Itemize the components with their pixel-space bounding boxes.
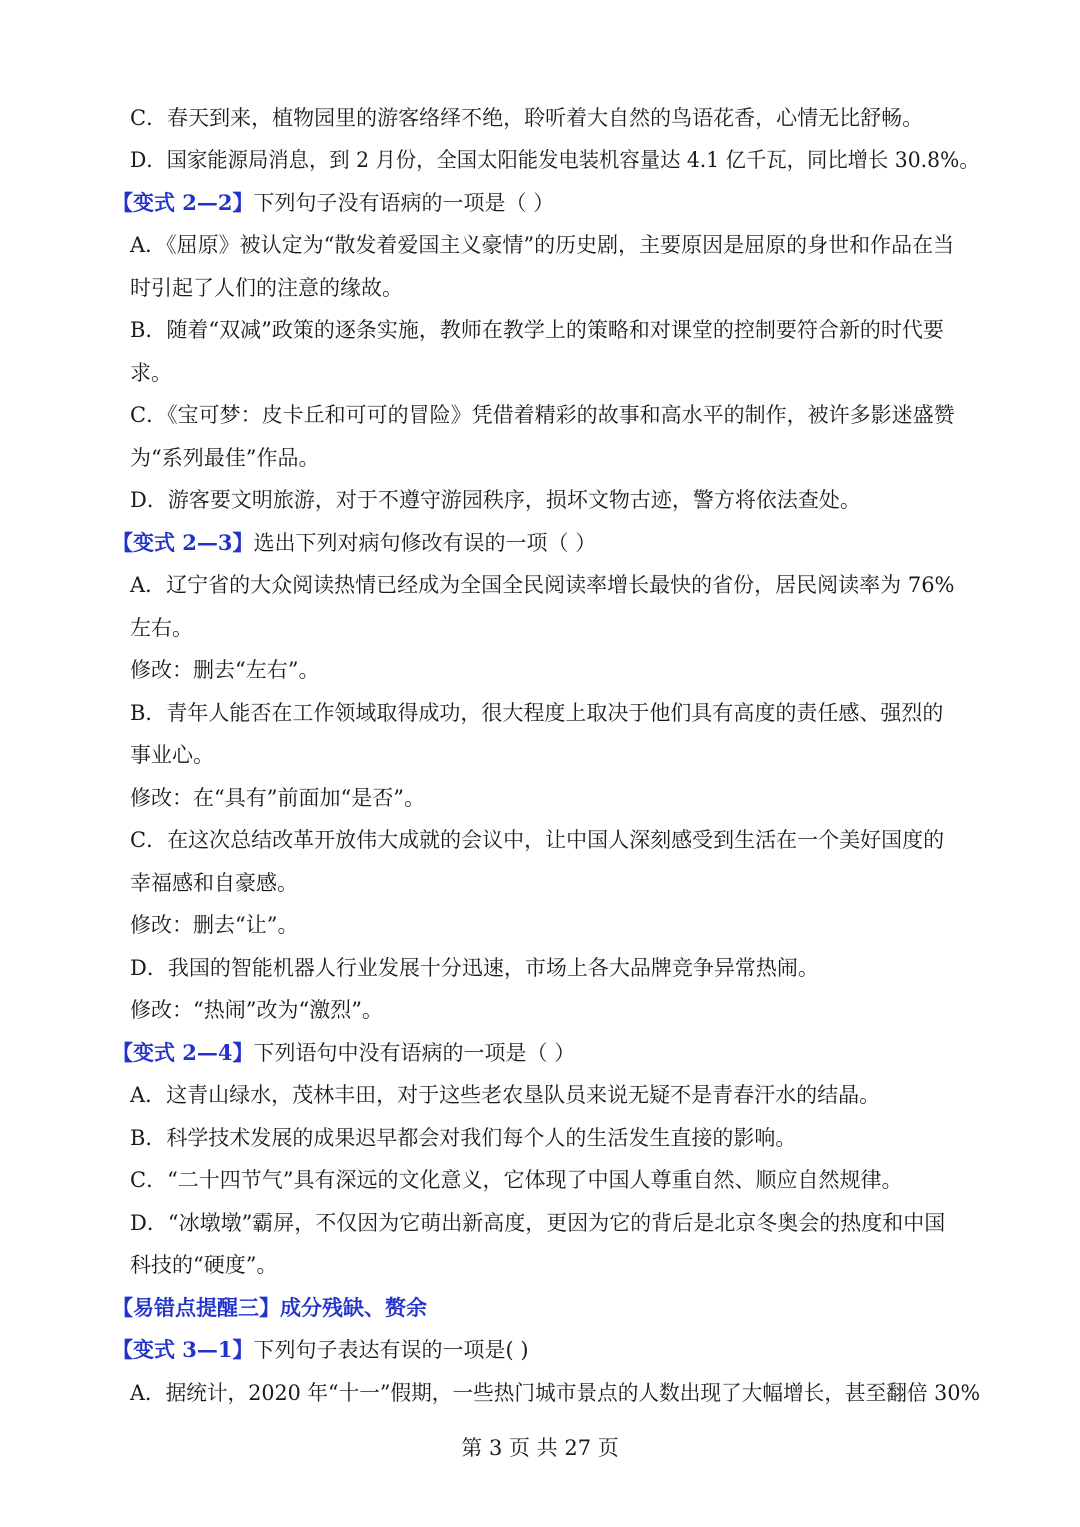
question-tag: 【变式 2—4】 bbox=[112, 1040, 254, 1065]
text-line: 修改：在“具有”前面加“是否”。 bbox=[130, 786, 425, 810]
text-line: A．辽宁省的大众阅读热情已经成为全国全民阅读率增长最快的省份，居民阅读率为 76% bbox=[130, 573, 955, 597]
question-tag: 【变式 2—2】 bbox=[112, 190, 254, 215]
text-line: 求。 bbox=[130, 361, 172, 385]
text-line: D．“冰墩墩”霸屏，不仅因为它萌出新高度，更因为它的背后是北京冬奥会的热度和中国 bbox=[130, 1211, 946, 1235]
question-tag: 【变式 3—1】 bbox=[112, 1337, 254, 1362]
page-number-footer: 第 3 页 共 27 页 bbox=[461, 1436, 619, 1460]
question-heading: 【变式 3—1】下列句子表达有误的一项是( ) bbox=[112, 1337, 529, 1362]
text-line: B．科学技术发展的成果迟早都会对我们每个人的生活发生直接的影响。 bbox=[130, 1126, 797, 1150]
section-heading: 【易错点提醒三】成分残缺、赘余 bbox=[112, 1295, 427, 1320]
text-line: 幸福感和自豪感。 bbox=[130, 871, 298, 895]
text-line: B．青年人能否在工作领域取得成功，很大程度上取决于他们具有高度的责任感、强烈的 bbox=[130, 701, 944, 725]
text-line: C．在这次总结改革开放伟大成就的会议中，让中国人深刻感受到生活在一个美好国度的 bbox=[130, 828, 945, 852]
text-line: 修改：“热闹”改为“激烈”。 bbox=[130, 998, 383, 1022]
text-line: D．国家能源局消息，到 2 月份，全国太阳能发电装机容量达 4.1 亿千瓦，同比增长 30.8%。 bbox=[130, 148, 980, 172]
question-heading: 【变式 2—2】下列句子没有语病的一项是（ ） bbox=[112, 190, 555, 215]
text-line: C．《宝可梦：皮卡丘和可可的冒险》凭借着精彩的故事和高水平的制作，被许多影迷盛赞 bbox=[130, 403, 955, 427]
question-heading: 【变式 2—3】选出下列对病句修改有误的一项（ ） bbox=[112, 530, 597, 555]
text-line: 事业心。 bbox=[130, 743, 214, 767]
text-line: 修改：删去“左右”。 bbox=[130, 658, 320, 682]
text-line: 左右。 bbox=[130, 616, 193, 640]
text-line: C．春天到来，植物园里的游客络绎不绝，聆听着大自然的鸟语花香，心情无比舒畅。 bbox=[130, 106, 924, 130]
text-line: A．这青山绿水，茂林丰田，对于这些老农垦队员来说无疑不是青春汗水的结晶。 bbox=[130, 1083, 881, 1107]
text-line: D．游客要文明旅游，对于不遵守游园秩序，损坏文物古迹，警方将依法查处。 bbox=[130, 488, 861, 512]
question-tag: 【变式 2—3】 bbox=[112, 530, 254, 555]
text-line: 时引起了人们的注意的缘故。 bbox=[130, 276, 403, 300]
section-tag: 【易错点提醒三】 bbox=[112, 1295, 280, 1320]
text-line: B．随着“双减”政策的逐条实施，教师在教学上的策略和对课堂的控制要符合新的时代要 bbox=[130, 318, 944, 342]
text-line: A．据统计，2020 年“十一”假期，一些热门城市景点的人数出现了大幅增长，甚至翻倍 30% bbox=[130, 1381, 981, 1405]
question-heading: 【变式 2—4】下列语句中没有语病的一项是（ ） bbox=[112, 1040, 576, 1065]
text-line: C．“二十四节气”具有深远的文化意义，它体现了中国人尊重自然、顺应自然规律。 bbox=[130, 1168, 903, 1192]
text-line: 科技的“硬度”。 bbox=[130, 1253, 278, 1277]
text-line: A．《屈原》被认定为“散发着爱国主义豪情”的历史剧，主要原因是屈原的身世和作品在当 bbox=[130, 233, 955, 257]
text-line: D．我国的智能机器人行业发展十分迅速，市场上各大品牌竞争异常热闹。 bbox=[130, 956, 819, 980]
text-line: 修改：删去“让”。 bbox=[130, 913, 299, 937]
text-line: 为“系列最佳”作品。 bbox=[130, 446, 320, 470]
